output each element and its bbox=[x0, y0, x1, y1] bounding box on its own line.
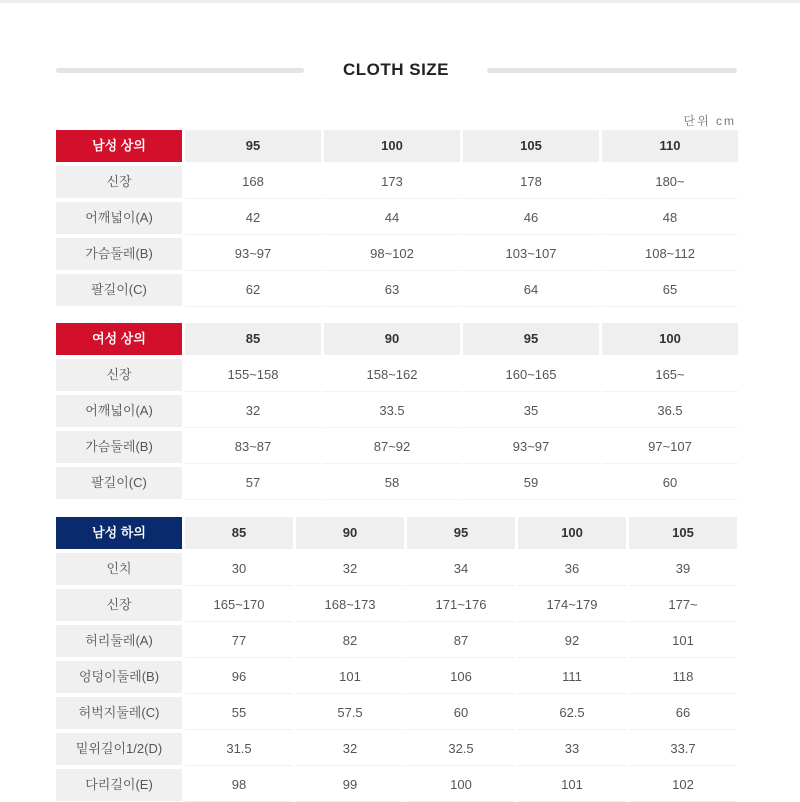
table-cell: 171~176 bbox=[407, 589, 515, 622]
table-cell: 101 bbox=[296, 661, 404, 694]
table-cell: 33.5 bbox=[324, 395, 460, 428]
table-cell: 118 bbox=[629, 661, 737, 694]
table-cell: 83~87 bbox=[185, 431, 321, 464]
size-header-cell: 105 bbox=[629, 517, 737, 549]
table-cell: 87~92 bbox=[324, 431, 460, 464]
table-cell: 48 bbox=[602, 202, 738, 235]
table-title-badge: 남성 하의 bbox=[56, 517, 182, 549]
row-label: 다리길이(E) bbox=[56, 769, 182, 801]
table-cell: 101 bbox=[629, 625, 737, 658]
table-cell: 98~102 bbox=[324, 238, 460, 271]
table-cell: 46 bbox=[463, 202, 599, 235]
row-label: 신장 bbox=[56, 166, 182, 198]
size-header-cell: 100 bbox=[518, 517, 626, 549]
table-title-badge: 남성 상의 bbox=[56, 130, 182, 162]
size-header-cell: 95 bbox=[407, 517, 515, 549]
section-title bbox=[0, 58, 800, 84]
top-divider bbox=[0, 0, 800, 3]
size-header-cell: 110 bbox=[602, 130, 738, 162]
size-header-cell: 85 bbox=[185, 517, 293, 549]
table-cell: 165~ bbox=[602, 359, 738, 392]
table-cell: 103~107 bbox=[463, 238, 599, 271]
size-header-cell: 95 bbox=[463, 323, 599, 355]
table-cell: 111 bbox=[518, 661, 626, 694]
table-cell: 165~170 bbox=[185, 589, 293, 622]
table-cell: 36.5 bbox=[602, 395, 738, 428]
size-header-cell: 95 bbox=[185, 130, 321, 162]
title-rule-right bbox=[487, 68, 737, 73]
row-label: 팔길이(C) bbox=[56, 274, 182, 306]
table-cell: 155~158 bbox=[185, 359, 321, 392]
row-label: 가슴둘레(B) bbox=[56, 431, 182, 463]
table-cell: 32 bbox=[185, 395, 321, 428]
table-cell: 32 bbox=[296, 553, 404, 586]
size-header-cell: 90 bbox=[296, 517, 404, 549]
table-cell: 99 bbox=[296, 769, 404, 802]
table-cell: 42 bbox=[185, 202, 321, 235]
table-cell: 33.7 bbox=[629, 733, 737, 766]
table-cell: 60 bbox=[602, 467, 738, 500]
table-cell: 30 bbox=[185, 553, 293, 586]
table-cell: 82 bbox=[296, 625, 404, 658]
table-cell: 59 bbox=[463, 467, 599, 500]
table-cell: 101 bbox=[518, 769, 626, 802]
table-cell: 58 bbox=[324, 467, 460, 500]
table-cell: 60 bbox=[407, 697, 515, 730]
table-cell: 32 bbox=[296, 733, 404, 766]
size-header-cell: 100 bbox=[324, 130, 460, 162]
table-cell: 31.5 bbox=[185, 733, 293, 766]
table-cell: 36 bbox=[518, 553, 626, 586]
row-label: 밑위길이1/2(D) bbox=[56, 733, 182, 765]
row-label: 신장 bbox=[56, 589, 182, 621]
table-cell: 178 bbox=[463, 166, 599, 199]
table-cell: 97~107 bbox=[602, 431, 738, 464]
row-label: 신장 bbox=[56, 359, 182, 391]
table-cell: 63 bbox=[324, 274, 460, 307]
table-cell: 180~ bbox=[602, 166, 738, 199]
table-cell: 35 bbox=[463, 395, 599, 428]
table-cell: 92 bbox=[518, 625, 626, 658]
table-cell: 64 bbox=[463, 274, 599, 307]
table-cell: 34 bbox=[407, 553, 515, 586]
table-cell: 39 bbox=[629, 553, 737, 586]
size-header-cell: 90 bbox=[324, 323, 460, 355]
table-cell: 93~97 bbox=[463, 431, 599, 464]
table-cell: 33 bbox=[518, 733, 626, 766]
table-cell: 93~97 bbox=[185, 238, 321, 271]
table-cell: 65 bbox=[602, 274, 738, 307]
size-header-cell: 85 bbox=[185, 323, 321, 355]
table-cell: 106 bbox=[407, 661, 515, 694]
table-cell: 32.5 bbox=[407, 733, 515, 766]
row-label: 어깨넓이(A) bbox=[56, 395, 182, 427]
table-cell: 77 bbox=[185, 625, 293, 658]
table-cell: 102 bbox=[629, 769, 737, 802]
row-label: 인치 bbox=[56, 553, 182, 585]
table-cell: 177~ bbox=[629, 589, 737, 622]
table-cell: 158~162 bbox=[324, 359, 460, 392]
table-cell: 57.5 bbox=[296, 697, 404, 730]
size-header-cell: 100 bbox=[602, 323, 738, 355]
table-cell: 168~173 bbox=[296, 589, 404, 622]
table-cell: 57 bbox=[185, 467, 321, 500]
table-cell: 55 bbox=[185, 697, 293, 730]
size-header-cell: 105 bbox=[463, 130, 599, 162]
row-label: 허리둘레(A) bbox=[56, 625, 182, 657]
table-cell: 98 bbox=[185, 769, 293, 802]
table-cell: 108~112 bbox=[602, 238, 738, 271]
table-cell: 160~165 bbox=[463, 359, 599, 392]
table-cell: 62 bbox=[185, 274, 321, 307]
title-rule-left bbox=[56, 68, 304, 73]
table-cell: 62.5 bbox=[518, 697, 626, 730]
row-label: 엉덩이둘레(B) bbox=[56, 661, 182, 693]
table-cell: 168 bbox=[185, 166, 321, 199]
table-cell: 100 bbox=[407, 769, 515, 802]
table-cell: 174~179 bbox=[518, 589, 626, 622]
unit-label: 단위 cm bbox=[683, 114, 736, 128]
table-cell: 96 bbox=[185, 661, 293, 694]
table-title-badge: 여성 상의 bbox=[56, 323, 182, 355]
page-title: CLOTH SIZE bbox=[342, 60, 450, 79]
row-label: 허벅지둘레(C) bbox=[56, 697, 182, 729]
row-label: 가슴둘레(B) bbox=[56, 238, 182, 270]
row-label: 팔길이(C) bbox=[56, 467, 182, 499]
table-cell: 66 bbox=[629, 697, 737, 730]
table-cell: 44 bbox=[324, 202, 460, 235]
table-cell: 173 bbox=[324, 166, 460, 199]
row-label: 어깨넓이(A) bbox=[56, 202, 182, 234]
table-cell: 87 bbox=[407, 625, 515, 658]
